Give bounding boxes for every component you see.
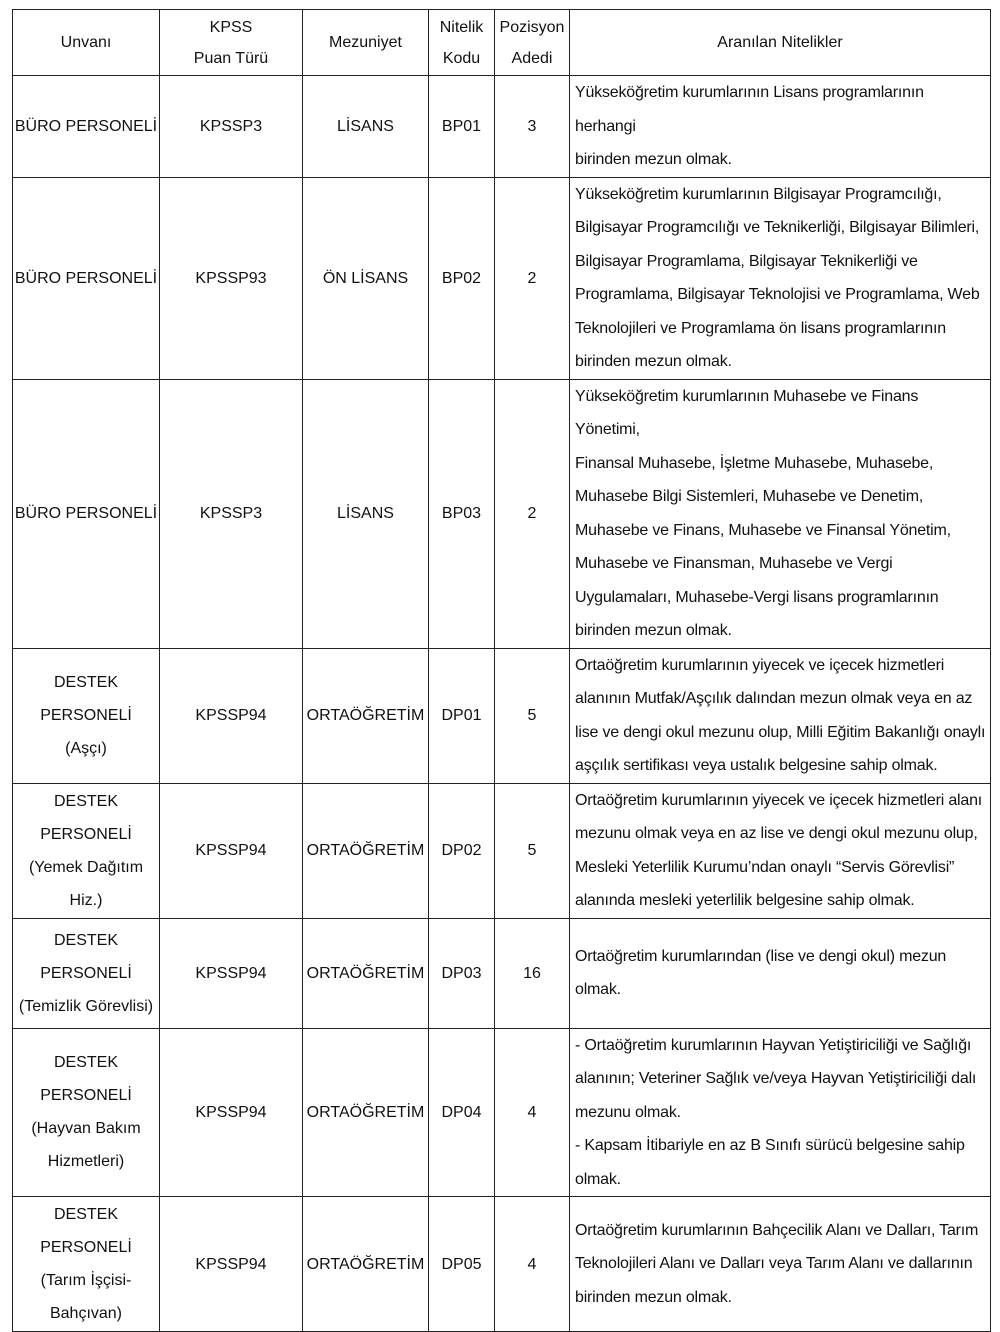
puan-turu-cell: KPSSP94 <box>160 918 303 1028</box>
unvan-line: DESTEK <box>53 1054 118 1072</box>
nitelik-line: birinden mezun olmak. <box>575 1288 732 1306</box>
unvan-line: Hizmetleri) <box>47 1153 125 1171</box>
nitelik-line: Mesleki Yeterlilik Kurumu’ndan onaylı “Servis Görevlisi” <box>575 858 955 876</box>
table-row <box>13 918 991 1028</box>
nitelik-line: Muhasebe Bilgi Sistemleri, Muhasebe ve Denetim, <box>575 488 924 505</box>
puan-turu-cell: KPSSP94 <box>160 1028 303 1197</box>
unvan-line: BÜRO PERSONELİ <box>14 117 158 135</box>
unvan-cell <box>13 177 160 379</box>
nitelik-line: birinden mezun olmak. <box>575 353 732 370</box>
mezuniyet-cell: ORTAÖĞRETİM <box>303 1197 429 1332</box>
nitelik-line: lise ve dengi okul mezunu olup, Milli Eğitim Bakanlığı onaylı <box>575 723 986 741</box>
pozisyon-adedi-cell: 4 <box>495 1028 570 1197</box>
puan-turu-cell: KPSSP3 <box>160 379 303 648</box>
nitelik-line: mezunu olmak veya en az lise ve dengi okul mezunu olup, <box>575 825 978 842</box>
nitelik-line: aşçılık sertifikası veya ustalık belgesine sahip olmak. <box>575 757 938 774</box>
unvan-line: BÜRO PERSONELİ <box>14 269 158 287</box>
unvan-line: PERSONELİ <box>40 1087 132 1105</box>
unvan-line: Bahçıvan) <box>49 1305 123 1322</box>
unvan-line: Hiz.) <box>69 891 103 909</box>
mezuniyet-cell: LİSANS <box>303 76 429 178</box>
nitelik-kodu-cell: DP04 <box>429 1028 495 1197</box>
table-row <box>13 648 991 783</box>
nitelik-line: olmak. <box>575 1170 621 1188</box>
nitelik-line: Muhasebe ve Finans, Muhasebe ve Finansal Yönetim, <box>575 521 951 539</box>
header-aranilan-nitelikler: Aranılan Nitelikler <box>570 10 991 76</box>
pozisyon-adedi-cell: 5 <box>495 648 570 783</box>
header-pozisyon-adedi <box>495 10 570 76</box>
header-adet-line2: Adedi <box>511 49 553 67</box>
header-unvan: Unvanı <box>13 10 160 76</box>
table-body <box>13 76 991 1332</box>
unvan-cell <box>13 918 160 1028</box>
nitelik-kodu-cell: DP03 <box>429 918 495 1028</box>
header-puan-turu <box>160 10 303 76</box>
unvan-line: (Temizlik Görevlisi) <box>18 997 154 1015</box>
header-kod-line1: Nitelik <box>439 18 484 36</box>
aranilan-nitelikler-cell <box>570 783 991 918</box>
unvan-cell <box>13 648 160 783</box>
pozisyon-adedi-cell: 2 <box>495 379 570 648</box>
header-nitelik-kodu <box>429 10 495 76</box>
nitelik-line: Ortaöğretim kurumlarının yiyecek ve içecek hizmetleri <box>575 656 945 674</box>
table-row <box>13 379 991 648</box>
pozisyon-adedi-cell: 2 <box>495 177 570 379</box>
nitelik-line: Yükseköğretim kurumlarının Lisans programlarının herhangi <box>575 84 924 135</box>
nitelik-kodu-cell: DP05 <box>429 1197 495 1332</box>
nitelik-line: - Ortaöğretim kurumlarının Hayvan Yetiştiriciliği ve Sağlığı <box>575 1036 972 1054</box>
table-row <box>13 177 991 379</box>
unvan-line: DESTEK <box>53 931 118 949</box>
nitelik-line: Ortaöğretim kurumlarının Bahçecilik Alanı ve Dalları, Tarım <box>575 1221 979 1239</box>
unvan-line: PERSONELİ <box>40 825 132 843</box>
puan-turu-cell: KPSSP94 <box>160 648 303 783</box>
unvan-line: BÜRO PERSONELİ <box>14 505 158 522</box>
aranilan-nitelikler-cell <box>570 76 991 178</box>
unvan-line: DESTEK <box>53 792 118 810</box>
unvan-line: DESTEK <box>53 674 118 691</box>
nitelik-line: Yükseköğretim kurumlarının Muhasebe ve Finans Yönetimi, <box>575 387 919 438</box>
header-kod-line2: Kodu <box>442 49 481 67</box>
nitelik-line: olmak. <box>575 981 621 998</box>
header-puan-line1: KPSS <box>209 18 253 36</box>
unvan-line: PERSONELİ <box>40 964 132 982</box>
nitelik-line: - Kapsam İtibariyle en az B Sınıfı sürücü belgesine sahip <box>575 1137 965 1154</box>
aranilan-nitelikler-cell <box>570 1028 991 1197</box>
unvan-cell <box>13 76 160 178</box>
unvan-line: DESTEK <box>53 1206 118 1223</box>
puan-turu-cell: KPSSP93 <box>160 177 303 379</box>
puan-turu-cell: KPSSP3 <box>160 76 303 178</box>
unvan-cell <box>13 783 160 918</box>
pozisyon-adedi-cell: 16 <box>495 918 570 1028</box>
nitelik-line: Finansal Muhasebe, İşletme Muhasebe, Muhasebe, <box>575 454 934 472</box>
pozisyon-adedi-cell: 4 <box>495 1197 570 1332</box>
mezuniyet-cell: ÖN LİSANS <box>303 177 429 379</box>
nitelik-line: Ortaöğretim kurumlarının yiyecek ve içecek hizmetleri alanı <box>575 791 983 809</box>
table-row <box>13 76 991 178</box>
unvan-cell <box>13 1028 160 1197</box>
nitelik-line: Programlama, Bilgisayar Teknolojisi ve Programlama, Web <box>575 286 980 303</box>
puan-turu-cell: KPSSP94 <box>160 783 303 918</box>
nitelik-line: Uygulamaları, Muhasebe-Vergi lisans programlarının <box>575 588 939 606</box>
nitelik-kodu-cell: BP01 <box>429 76 495 178</box>
aranilan-nitelikler-cell <box>570 379 991 648</box>
nitelik-kodu-cell: BP03 <box>429 379 495 648</box>
table-row <box>13 783 991 918</box>
nitelik-line: Teknolojileri Alanı ve Dalları veya Tarım Alanı ve dallarının <box>575 1255 973 1273</box>
mezuniyet-cell: ORTAÖĞRETİM <box>303 783 429 918</box>
nitelik-line: Yükseköğretim kurumlarının Bilgisayar Programcılığı, <box>575 185 942 203</box>
mezuniyet-cell: LİSANS <box>303 379 429 648</box>
nitelik-line: mezunu olmak. <box>575 1103 681 1121</box>
mezuniyet-cell: ORTAÖĞRETİM <box>303 918 429 1028</box>
nitelik-line: Bilgisayar Programlama, Bilgisayar Teknikerliği ve <box>575 252 918 270</box>
mezuniyet-cell: ORTAÖĞRETİM <box>303 648 429 783</box>
nitelik-line: Ortaöğretim kurumlarından (lise ve dengi okul) mezun <box>575 947 947 965</box>
unvan-line: (Aşçı) <box>65 740 107 757</box>
unvan-line: (Tarım İşçisi- <box>40 1272 132 1289</box>
unvan-line: PERSONELİ <box>40 1239 132 1256</box>
nitelik-line: alanında mesleki yeterlilik belgesine sahip olmak. <box>575 892 915 909</box>
nitelik-line: Muhasebe ve Finansman, Muhasebe ve Vergi <box>575 555 893 572</box>
aranilan-nitelikler-cell <box>570 918 991 1028</box>
aranilan-nitelikler-cell <box>570 1197 991 1332</box>
nitelik-line: birinden mezun olmak. <box>575 622 732 639</box>
header-mezuniyet: Mezuniyet <box>303 10 429 76</box>
unvan-line: PERSONELİ <box>40 707 132 724</box>
nitelik-kodu-cell: DP02 <box>429 783 495 918</box>
puan-turu-cell: KPSSP94 <box>160 1197 303 1332</box>
pozisyon-adedi-cell: 5 <box>495 783 570 918</box>
header-puan-line2: Puan Türü <box>193 49 269 67</box>
table-row <box>13 1197 991 1332</box>
nitelik-line: Bilgisayar Programcılığı ve Teknikerliği, Bilgisayar Bilimleri, <box>575 219 980 236</box>
table-row <box>13 1028 991 1197</box>
unvan-line: (Yemek Dağıtım <box>28 858 144 876</box>
header-row <box>13 10 991 76</box>
unvan-cell <box>13 1197 160 1332</box>
nitelik-line: birinden mezun olmak. <box>575 151 732 168</box>
nitelik-line: Teknolojileri ve Programlama ön lisans programlarının <box>575 319 946 337</box>
aranilan-nitelikler-cell <box>570 177 991 379</box>
pozisyon-adedi-cell: 3 <box>495 76 570 178</box>
aranilan-nitelikler-cell <box>570 648 991 783</box>
positions-table <box>12 9 991 1332</box>
nitelik-line: alanının; Veteriner Sağlık ve/veya Hayvan Yetiştiriciliği dalı <box>575 1070 977 1087</box>
nitelik-line: alanının Mutfak/Aşçılık dalından mezun olmak veya en az <box>575 690 973 707</box>
header-adet-line1: Pozisyon <box>499 18 565 36</box>
unvan-cell <box>13 379 160 648</box>
mezuniyet-cell: ORTAÖĞRETİM <box>303 1028 429 1197</box>
nitelik-kodu-cell: DP01 <box>429 648 495 783</box>
nitelik-kodu-cell: BP02 <box>429 177 495 379</box>
unvan-line: (Hayvan Bakım <box>31 1120 141 1138</box>
